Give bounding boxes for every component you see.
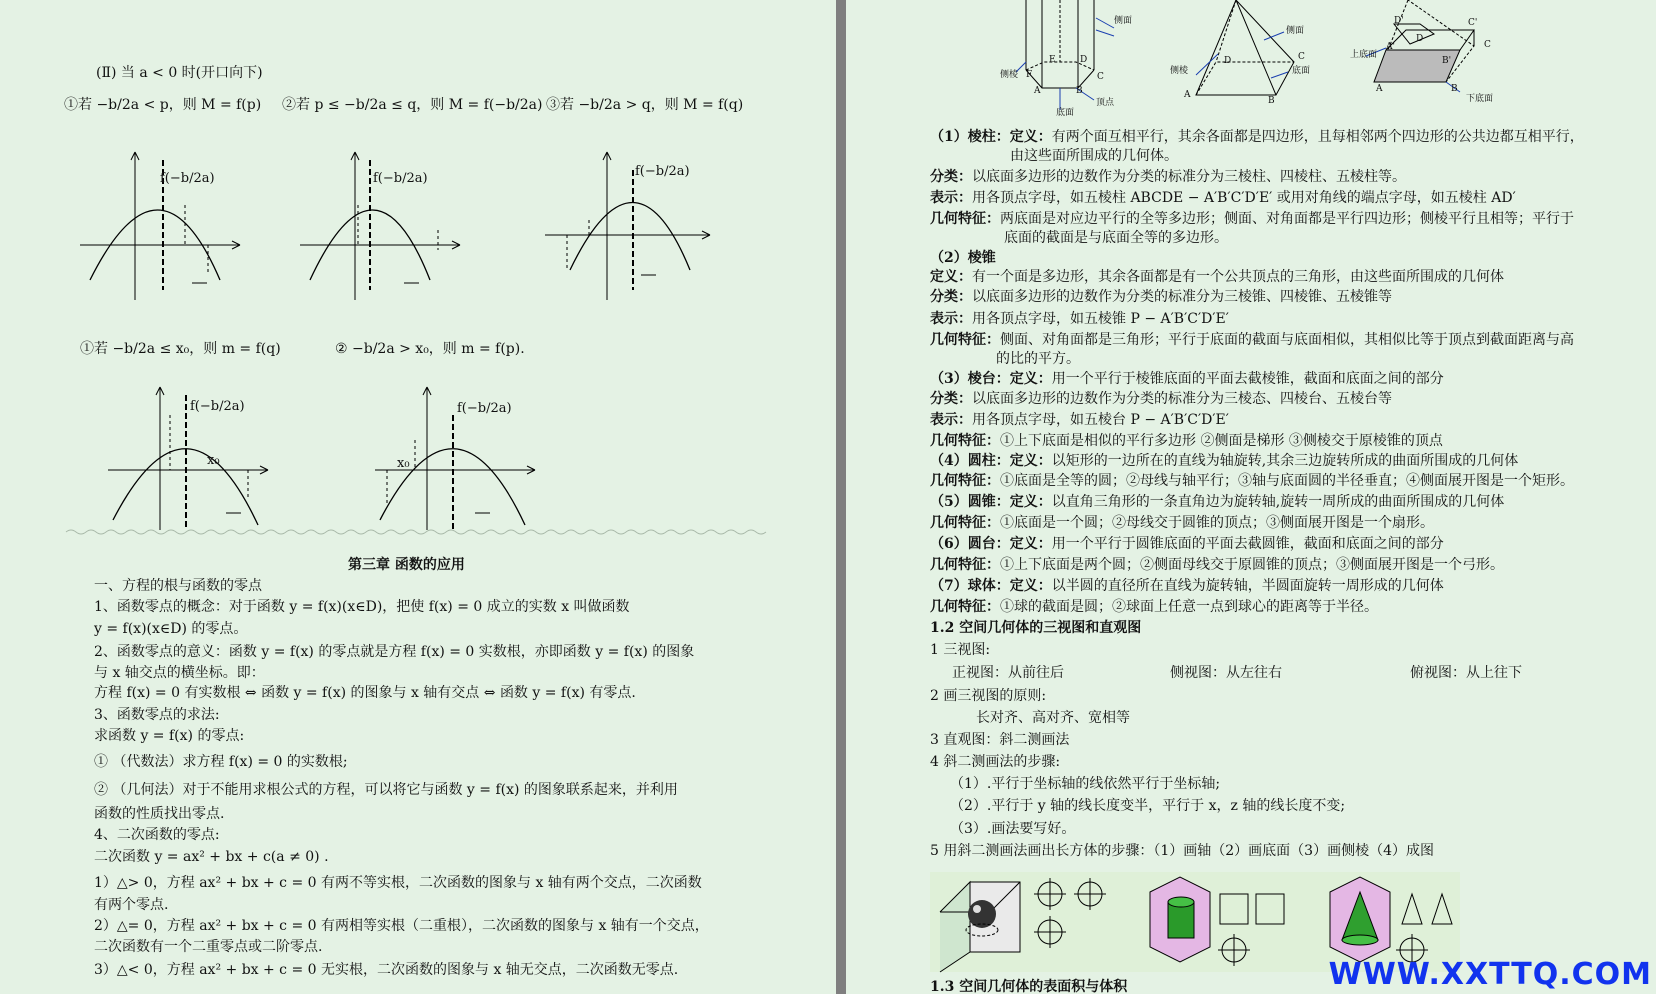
pyramid-label: 侧面 <box>1286 26 1305 36</box>
right-page <box>846 0 1656 994</box>
pyramid-label: A <box>1184 90 1191 100</box>
text-line: 由这些面所围成的几何体。 <box>1010 148 1178 164</box>
watermark-logo: WWW.XXTTQ.COM <box>1328 957 1652 992</box>
text-line: 几何特征：①底面是全等的圆；②母线与轴平行；③轴与底面圆的半径垂直；④侧面展开图是一个矩形。 <box>930 473 1574 489</box>
text-line: （3）.画法要写好。 <box>950 821 1076 837</box>
body-line: 2）△= 0，方程 ax² + bx + c = 0 有两相等实根（二重根），二次函数的图象与 x 轴有一个交点， <box>94 918 709 934</box>
body-line: y = f(x)(x∈D) 的零点。 <box>94 621 248 637</box>
text-line: 几何特征：侧面、对角面都是三角形；平行于底面的截面与底面相似，其相似比等于顶点到截面距离与高 <box>930 332 1574 348</box>
text-line: 1.2 空间几何体的三视图和直观图 <box>930 620 1142 636</box>
text-line: （7）球体：定义：以半圆的直径所在直线为旋转轴，半圆面旋转一周形成的几何体 <box>930 578 1444 594</box>
text-line: 5 用斜二测画法画出长方体的步骤：（1）画轴（2）画底面（3）画侧棱（4）成图 <box>930 843 1434 859</box>
body-line: 函数的性质找出零点. <box>94 806 225 822</box>
frustum-label: 下底面 <box>1466 94 1494 104</box>
frustum-label: B <box>1451 84 1458 94</box>
vertex-label-4: f(−b/2a) <box>190 399 245 414</box>
pyramid-label: 侧棱 <box>1170 66 1189 76</box>
body-line: 与 x 轴交点的横坐标。即： <box>94 665 265 681</box>
text-line: （4）圆柱：定义：以矩形的一边所在的直线为轴旋转,其余三边旋转所成的曲面所围成的几何体 <box>930 453 1519 469</box>
case2-item-1: ①若 −b/2a < p，则 M = f(p) <box>64 97 262 113</box>
frustum-label: D' <box>1394 16 1404 26</box>
body-line: 一、方程的根与函数的零点 <box>94 578 262 594</box>
text-line: 定义：有一个面是多边形，其余各面都是有一个公共顶点的三角形，由这些面所围成的几何体 <box>930 269 1504 285</box>
body-line: 二次函数 y = ax² + bx + c(a ≠ 0) . <box>94 849 329 865</box>
case2-heading: (Ⅱ) 当 a < 0 时(开口向下) <box>96 65 263 81</box>
body-line: ① （代数法）求方程 f(x) = 0 的实数根; <box>94 754 348 770</box>
frustum-label: C <box>1484 40 1491 50</box>
case2-item-2: ②若 p ≤ −b/2a ≤ q，则 M = f(−b/2a) <box>282 97 543 113</box>
text-line: （1）.平行于坐标轴的线依然平行于坐标轴; <box>950 776 1221 792</box>
prism-label: 侧面 <box>1114 16 1133 26</box>
text-line: （6）圆台：定义：用一个平行于圆锥底面的平面去截圆锥，截面和底面之间的部分 <box>930 536 1444 552</box>
prism-label: A <box>1034 86 1041 96</box>
text-line: 几何特征：①底面是一个圆；②母线交于圆锥的顶点；③侧面展开图是一个扇形。 <box>930 515 1434 531</box>
text-line: （5）圆锥：定义：以直角三角形的一条直角边为旋转轴,旋转一周所成的曲面所围成的几何体 <box>930 494 1505 510</box>
body-line: 1、函数零点的概念：对于函数 y = f(x)(x∈D)，把使 f(x) = 0 成立的实数 x 叫做函数 <box>94 599 630 615</box>
text-line: 底面的截面是与底面全等的多边形。 <box>1004 230 1228 246</box>
pyramid-label: 底面 <box>1292 66 1311 76</box>
prism-label: 侧棱 <box>1000 70 1019 80</box>
prism-label: 底面 <box>1056 108 1075 118</box>
text-line: 几何特征：两底面是对应边平行的全等多边形；侧面、对角面都是平行四边形；侧棱平行且相等；平行于 <box>930 211 1574 227</box>
text-line: 几何特征：①上下底面是相似的平行多边形 ②侧面是梯形 ③侧棱交于原棱锥的顶点 <box>930 433 1443 449</box>
prism-label: F <box>1026 70 1033 80</box>
x0-label-1: x₀ <box>207 453 220 468</box>
body-line: 3、函数零点的求法: <box>94 707 220 723</box>
pyramid-label: D <box>1224 56 1232 66</box>
body-line: 求函数 y = f(x) 的零点: <box>94 728 245 744</box>
text-line: 分类：以底面多边形的边数作为分类的标准分为三棱态、四棱台、五棱台等 <box>930 391 1392 407</box>
vertex-label-5: f(−b/2a) <box>457 401 512 416</box>
view-front: 正视图：从前往后 <box>952 665 1064 681</box>
vertex-label-1: f(−b/2a) <box>160 171 215 186</box>
section-title: 1.3 空间几何体的表面积与体积 <box>930 979 1128 994</box>
body-line: 3）△< 0，方程 ax² + bx + c = 0 无实根，二次函数的图象与 x 轴无交点，二次函数无零点. <box>94 962 679 978</box>
min-item-1: ①若 −b/2a ≤ x₀，则 m = f(q) <box>80 341 281 357</box>
frustum-label: B' <box>1442 56 1452 66</box>
frustum-label: 上底面 <box>1350 50 1378 60</box>
text-line: 3 直观图：斜二测画法 <box>930 732 1070 748</box>
body-line: 1）△> 0，方程 ax² + bx + c = 0 有两不等实根，二次函数的图象与 x 轴有两个交点，二次函数 <box>94 875 702 891</box>
frustum-label: C' <box>1468 18 1478 28</box>
body-line: 4、二次函数的零点: <box>94 827 220 843</box>
prism-label: B <box>1076 86 1083 96</box>
text-line: 的比的平方。 <box>996 351 1080 367</box>
text-line: 4 斜二测画法的步骤: <box>930 754 1061 770</box>
prism-label: 顶点 <box>1096 98 1115 108</box>
text-line: （1）棱柱：定义：有两个面互相平行，其余各面都是四边形，且每相邻两个四边形的公共边都互相平行， <box>930 129 1584 145</box>
chapter-title: 第三章 函数的应用 <box>348 557 465 573</box>
text-line: 分类：以底面多边形的边数作为分类的标准分为三棱锥、四棱锥、五棱锥等 <box>930 289 1392 305</box>
prism-label: D <box>1080 55 1088 65</box>
frustum-label: A <box>1376 84 1383 94</box>
text-line: （2）.平行于 y 轴的线长度变半，平行于 x，z 轴的线长度不变; <box>950 798 1346 814</box>
text-line: 表示：用各顶点字母，如五棱柱 ABCDE − A′B′C′D′E′ 或用对角线的端点字母，如五棱柱 AD′ <box>930 190 1516 206</box>
case2-item-3: ③若 −b/2a > q，则 M = f(q) <box>546 97 744 113</box>
text-line: 表示：用各顶点字母，如五棱锥 P − A′B′C′D′E′ <box>930 311 1229 327</box>
vertex-label-3: f(−b/2a) <box>635 164 690 179</box>
wavy-divider <box>66 528 756 536</box>
view-top: 俯视图：从上往下 <box>1410 665 1522 681</box>
body-line: ② （几何法）对于不能用求根公式的方程，可以将它与函数 y = f(x) 的图象联系起来，并利用 <box>94 782 678 798</box>
body-line: 方程 f(x) = 0 有实数根 ⇔ 函数 y = f(x) 的图象与 x 轴有交点 ⇔ 函数 y = f(x) 有零点. <box>94 685 636 701</box>
body-line: 2、函数零点的意义：函数 y = f(x) 的零点就是方程 f(x) = 0 实数根，亦即函数 y = f(x) 的图象 <box>94 644 695 660</box>
pyramid-label: B <box>1268 96 1275 106</box>
prism-label: C <box>1097 72 1104 82</box>
text-line: 几何特征：①球的截面是圆；②球面上任意一点到球心的距离等于半径。 <box>930 599 1378 615</box>
text-line: 几何特征：①上下底面是两个圆；②侧面母线交于原圆锥的顶点；③侧面展开图是一个弓形。 <box>930 557 1504 573</box>
view-side: 侧视图：从左往右 <box>1170 665 1282 681</box>
text-line: 长对齐、高对齐、宽相等 <box>976 710 1130 726</box>
text-line: （2）棱锥 <box>930 250 996 266</box>
vertex-label-2: f(−b/2a) <box>373 171 428 186</box>
body-line: 二次函数有一个二重零点或二阶零点. <box>94 939 323 955</box>
pyramid-label: C <box>1298 52 1305 62</box>
body-line: 有两个零点. <box>94 897 169 913</box>
min-item-2: ② −b/2a > x₀，则 m = f(p). <box>335 341 525 357</box>
text-line: 分类：以底面多边形的边数作为分类的标准分为三棱柱、四棱柱、五棱柱等。 <box>930 169 1406 185</box>
text-line: 2 画三视图的原则: <box>930 688 1047 704</box>
x0-label-2: x₀ <box>397 456 410 471</box>
prism-label: E <box>1049 55 1056 65</box>
frustum-label: A' <box>1386 42 1395 52</box>
text-line: （3）棱台：定义：用一个平行于棱锥底面的平面去截棱锥，截面和底面之间的部分 <box>930 371 1444 387</box>
text-line: 表示：用各顶点字母，如五棱台 P − A′B′C′D′E′ <box>930 412 1229 428</box>
text-line: 1 三视图: <box>930 642 991 658</box>
frustum-label: D <box>1416 34 1424 44</box>
